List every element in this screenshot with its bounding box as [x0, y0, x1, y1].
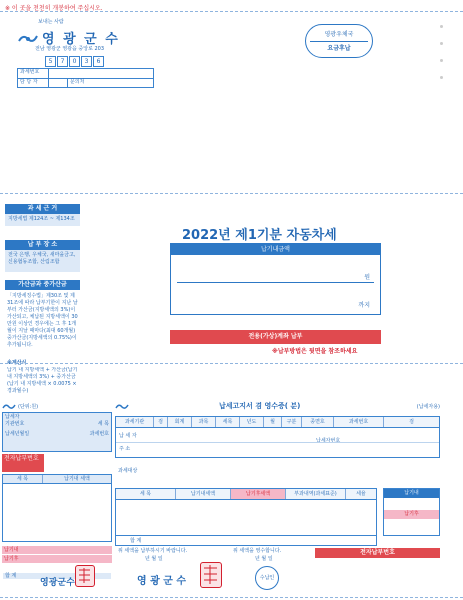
stub-due-after: 납기후	[2, 555, 112, 563]
col-check2: 검	[409, 419, 414, 425]
due-after-label: 납기후	[384, 510, 439, 519]
perforation-bottom	[0, 597, 463, 598]
stub-e-pay-label: 전자납부번호	[2, 454, 44, 472]
until-label: 까지	[358, 302, 370, 309]
postal-digit: 0	[69, 56, 80, 67]
stub-total: 합 계	[3, 573, 111, 579]
receipt-header	[115, 403, 440, 410]
virtual-account-bar: 전용(가상)계좌 납부	[170, 330, 381, 344]
formula-title: ※계산식	[7, 360, 27, 366]
sender-address: 전남 영광군 영광읍 중앙로 203	[35, 46, 105, 52]
postal-digit: 5	[45, 56, 56, 67]
receipt-column-header	[115, 416, 440, 428]
stub-col-tax: 세 목	[3, 475, 43, 483]
dept-label: 과세번호	[18, 69, 49, 78]
county-logo-icon	[18, 30, 38, 42]
taxpayer-no-label: 납세자번호	[316, 438, 341, 444]
charge-label: 담 당 자	[18, 79, 49, 88]
col-subject: 과목	[192, 417, 216, 427]
postage-line1: 영광우체국	[324, 31, 354, 38]
place-title: 납 부 장 소	[5, 240, 80, 250]
stub-info-box	[2, 412, 112, 452]
col-class: 구분	[282, 417, 302, 427]
county-logo-icon	[115, 403, 129, 410]
postage-mark	[305, 24, 373, 58]
col-check: 검	[154, 417, 168, 427]
stub-date: 납세년월일	[5, 431, 30, 437]
county-seal-icon	[75, 565, 95, 587]
sender-name: 영 광 군 수	[42, 32, 120, 47]
received-date: 년 월 일	[255, 556, 273, 562]
formula-text: 납기 내 지방세액 + 가산금(납기 내 지방세액의 3%) + 중가산금(납기 내 지방세액 × 0.0075 × 경과월수)	[7, 367, 78, 394]
left-county-name: 영광군수	[40, 578, 75, 588]
col-account: 회계	[168, 417, 192, 427]
received-note: 위 세액을 영수합니다.	[233, 548, 282, 554]
opening-note: ※ 이 곳을 천천히 개봉하여 주십시오.	[5, 5, 103, 12]
receipt-county-name: 영 광 군 수	[137, 576, 187, 587]
inquiry-label: 문의처	[70, 79, 85, 85]
pay-note: 위 세액을 납부하시기 바랍니다.	[118, 548, 188, 554]
col-agency: 과세기관	[116, 417, 154, 427]
breakdown-total: 합 계	[130, 538, 142, 544]
breakdown-col-base: 부과내역(과세표준)	[286, 489, 346, 499]
stub-agency: 기관번호	[5, 421, 25, 427]
breakdown-col-rate: 세율	[356, 491, 366, 497]
postal-digit: 6	[93, 56, 104, 67]
postal-code-boxes	[45, 56, 104, 67]
col-ledger: 종면호	[302, 417, 334, 427]
receipt-copy-label: (납세자용)	[416, 403, 440, 410]
stub-unit: (단위:원)	[18, 403, 39, 410]
col-tax-number: 과세번호	[334, 417, 384, 427]
breakdown-col-in: 납기내세액	[176, 489, 231, 499]
sender-label: 보내는 사람	[38, 19, 64, 25]
amount-box	[170, 243, 381, 315]
stub-due-in: 납기내	[2, 546, 112, 554]
perforation-lower	[0, 363, 463, 364]
left-stub	[2, 403, 112, 595]
due-in-label: 납기내	[384, 489, 439, 498]
breakdown-col-after: 납기후세액	[231, 489, 286, 499]
postal-digit: 7	[57, 56, 68, 67]
address-label: 주 소	[119, 446, 131, 452]
penalty-text: 「지방세징수법」제30조 및 제31조에 따라 납부기한이 지난 날부터 가산금(지방세액의 3%)이 가산되고, 체납된 지방세액이 30만원 이상인 경우에는 그 후 1개월이 지날 때마다(최대 60개월) 중가산금(지방세액의 0.75%)이 추가됩니다.	[7, 293, 78, 348]
subject-label: 과세대상	[118, 468, 138, 474]
stub-taxpayer: 납세자	[5, 414, 20, 420]
place-text: 전국 은행, 우체국, 새마을금고, 신용협동조합, 산림조합	[5, 250, 80, 272]
stub-ledger: 과세번호	[89, 431, 109, 437]
e-pay-number-bar: 전자납부번호	[315, 548, 440, 558]
perforation-top	[0, 11, 463, 12]
payment-note: ※납부방법은 뒷면을 참조하세요	[272, 348, 358, 355]
basis-text: 지방세법 제124조 ~ 제134조	[5, 214, 80, 226]
punch-holes-top	[440, 25, 448, 105]
taxpayer-block	[115, 428, 440, 458]
won-label: 원	[364, 274, 370, 281]
penalty-title: 가산금과 중가산금	[5, 280, 80, 290]
notice-title: 2022년 제1기분 자동차세	[182, 228, 337, 243]
pay-date: 년 월 일	[145, 556, 163, 562]
info-sidebar	[5, 204, 80, 395]
postal-digit: 3	[81, 56, 92, 67]
taxpayer-label: 납 세 자	[119, 433, 137, 439]
stub-tax: 세 목	[97, 421, 109, 427]
county-seal-icon	[200, 562, 222, 588]
breakdown-col-tax: 세 목	[116, 489, 176, 499]
stub-col-amount: 납기내 세액	[64, 476, 90, 482]
col-tax-item: 세목	[216, 417, 240, 427]
perforation-middle	[0, 193, 463, 194]
receipt-stamp-circle	[255, 566, 279, 590]
charge-box	[17, 68, 154, 88]
receipt-title: 납세고지서 겸 영수증( 분)	[219, 402, 301, 410]
receipt-stamp-label: 수납인	[259, 575, 275, 581]
due-box	[383, 488, 440, 536]
basis-title: 과 세 근 거	[5, 204, 80, 214]
county-logo-icon	[2, 403, 16, 410]
col-month: 월	[264, 417, 282, 427]
amount-label: 납기내금액	[171, 244, 380, 255]
col-year: 년도	[240, 417, 264, 427]
postage-line2: 요금후납	[327, 45, 351, 52]
tax-breakdown-table	[115, 488, 377, 546]
